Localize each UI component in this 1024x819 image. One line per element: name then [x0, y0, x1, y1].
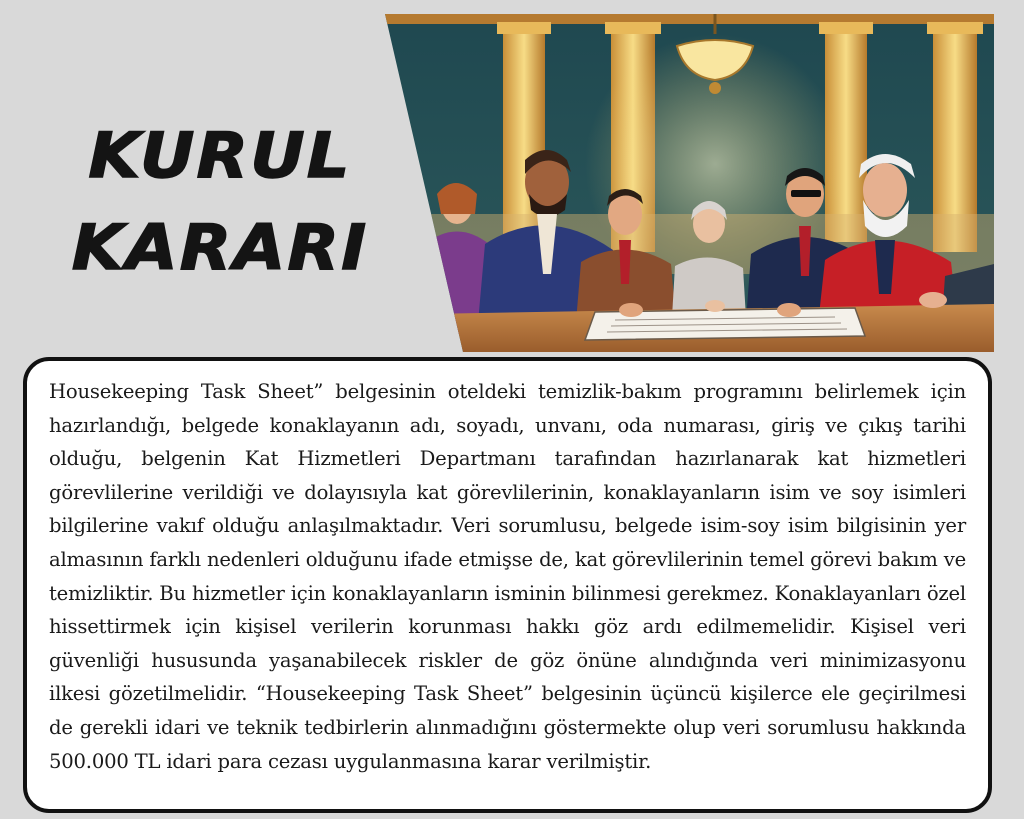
- title-line-1: KURUL: [88, 119, 352, 192]
- decision-body-text: Housekeeping Task Sheet” belgesinin oteldeki temizlik-bakım programını belirlemek için hazırlandığı, belgede konaklayanın adı, soyadı, unvanı, oda numarası, giriş ve çıkış tarihi olduğu, belgenin Kat Hizmetleri Departmanı tarafından hazırlanarak kat hizmetleri görevlilerine verildiği ve dolayısıyla kat görevlilerinin, konaklayanların isim ve soy isimleri bilgilerine vakıf olduğu anlaşılmaktadır. Veri sorumlusu, belgede isim-soy isim bilgisinin yer almasının farklı nedenleri olduğunu ifade etmişse de, kat görevlilerinin temel görevi bakım ve temizliktir. Bu hizmetler için konaklayanların isminin bilinmesi gerekmez. Konaklayanları özel hissettirmek için kişisel verilerin korunması hakkı göz ardı edilmemelidir. Kişisel veri güvenliği hususunda yaşanabilecek riskler de göz önüne alındığında veri minimizasyonu ilkesi gözetilmelidir. “Housekeeping Task Sheet” belgesinin üçüncü kişilerce ele geçirilmesi de gerekli idari ve teknik tedbirlerin alınmadığını göstermekte olup veri sorumlusu hakkında 500.000 TL idari para cezası uygulanmasına karar verilmiştir.: [49, 380, 966, 773]
- page-title: [60, 110, 380, 294]
- board-meeting-illustration: [385, 14, 994, 352]
- title-line-2: KARARI: [71, 210, 369, 284]
- decision-text-card: [23, 357, 992, 813]
- illustration-svg: [385, 14, 994, 352]
